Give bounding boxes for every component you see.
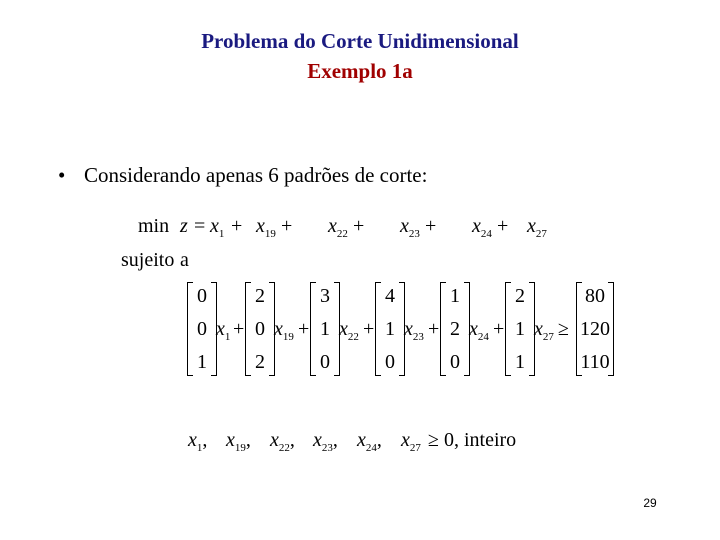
objective-plus: +: [281, 215, 293, 237]
constraint-plus: +: [233, 318, 245, 340]
pattern-vector-27: 2 1 1: [505, 282, 535, 376]
constraint-var-x19: $x_{19}$: [274, 318, 294, 343]
objective-equals: =: [194, 215, 206, 237]
objective-min: min: [138, 215, 170, 237]
subject-to-a: a: [180, 249, 189, 271]
domain-var-x24: $x_{24}$,: [357, 429, 382, 454]
constraint-plus: +: [428, 318, 440, 340]
constraint-var-x1: $x_1$: [216, 318, 231, 343]
objective-plus: +: [497, 215, 509, 237]
slide-title: Problema do Corte Unidimensional: [201, 29, 519, 53]
objective-var-x23: $x_{23}$: [400, 215, 420, 240]
objective-var-x24: $x_{24}$: [472, 215, 492, 240]
domain-var-x23: $x_{23}$,: [313, 429, 338, 454]
domain-var-x27: $x_{27}$: [401, 429, 421, 454]
page-number: 29: [643, 496, 657, 510]
pattern-vector-19: 2 0 2: [245, 282, 275, 376]
constraint-var-x22: $x_{22}$: [339, 318, 359, 343]
constraint-var-x24: $x_{24}$: [469, 318, 489, 343]
bullet-icon: •: [58, 163, 66, 187]
objective-z: z: [180, 215, 188, 237]
demand-vector: 80 120 110: [576, 282, 614, 376]
objective-var-x27: $x_{27}$: [527, 215, 547, 240]
constraint-var-x23: $x_{23}$: [404, 318, 424, 343]
domain-condition: ≥ 0, inteiro: [428, 429, 517, 451]
pattern-vector-1: 0 0 1: [187, 282, 217, 376]
constraint-plus: +: [493, 318, 505, 340]
pattern-vector-24: 1 2 0: [440, 282, 470, 376]
constraint-plus: +: [363, 318, 375, 340]
constraint-var-x27: $x_{27}$: [534, 318, 554, 343]
objective-var-x1: $x_1$: [210, 215, 225, 240]
slide-subtitle: Exemplo 1a: [307, 59, 413, 83]
objective-var-x22: $x_{22}$: [328, 215, 348, 240]
constraint-plus: +: [298, 318, 310, 340]
bullet-item: [58, 163, 427, 188]
objective-plus: +: [353, 215, 365, 237]
domain-var-x22: $x_{22}$,: [270, 429, 295, 454]
domain-var-x19: $x_{19}$,: [226, 429, 251, 454]
domain-var-x1: $x_1$,: [188, 429, 208, 454]
objective-var-x19: $x_{19}$: [256, 215, 276, 240]
subject-to-word: sujeito: [121, 249, 175, 271]
objective-plus: +: [231, 215, 243, 237]
pattern-vector-23: 4 1 0: [375, 282, 405, 376]
pattern-vector-22: 3 1 0: [310, 282, 340, 376]
objective-plus: +: [425, 215, 437, 237]
constraint-geq: ≥: [558, 318, 569, 340]
bullet-text: Considerando apenas 6 padrões de corte:: [84, 163, 428, 187]
